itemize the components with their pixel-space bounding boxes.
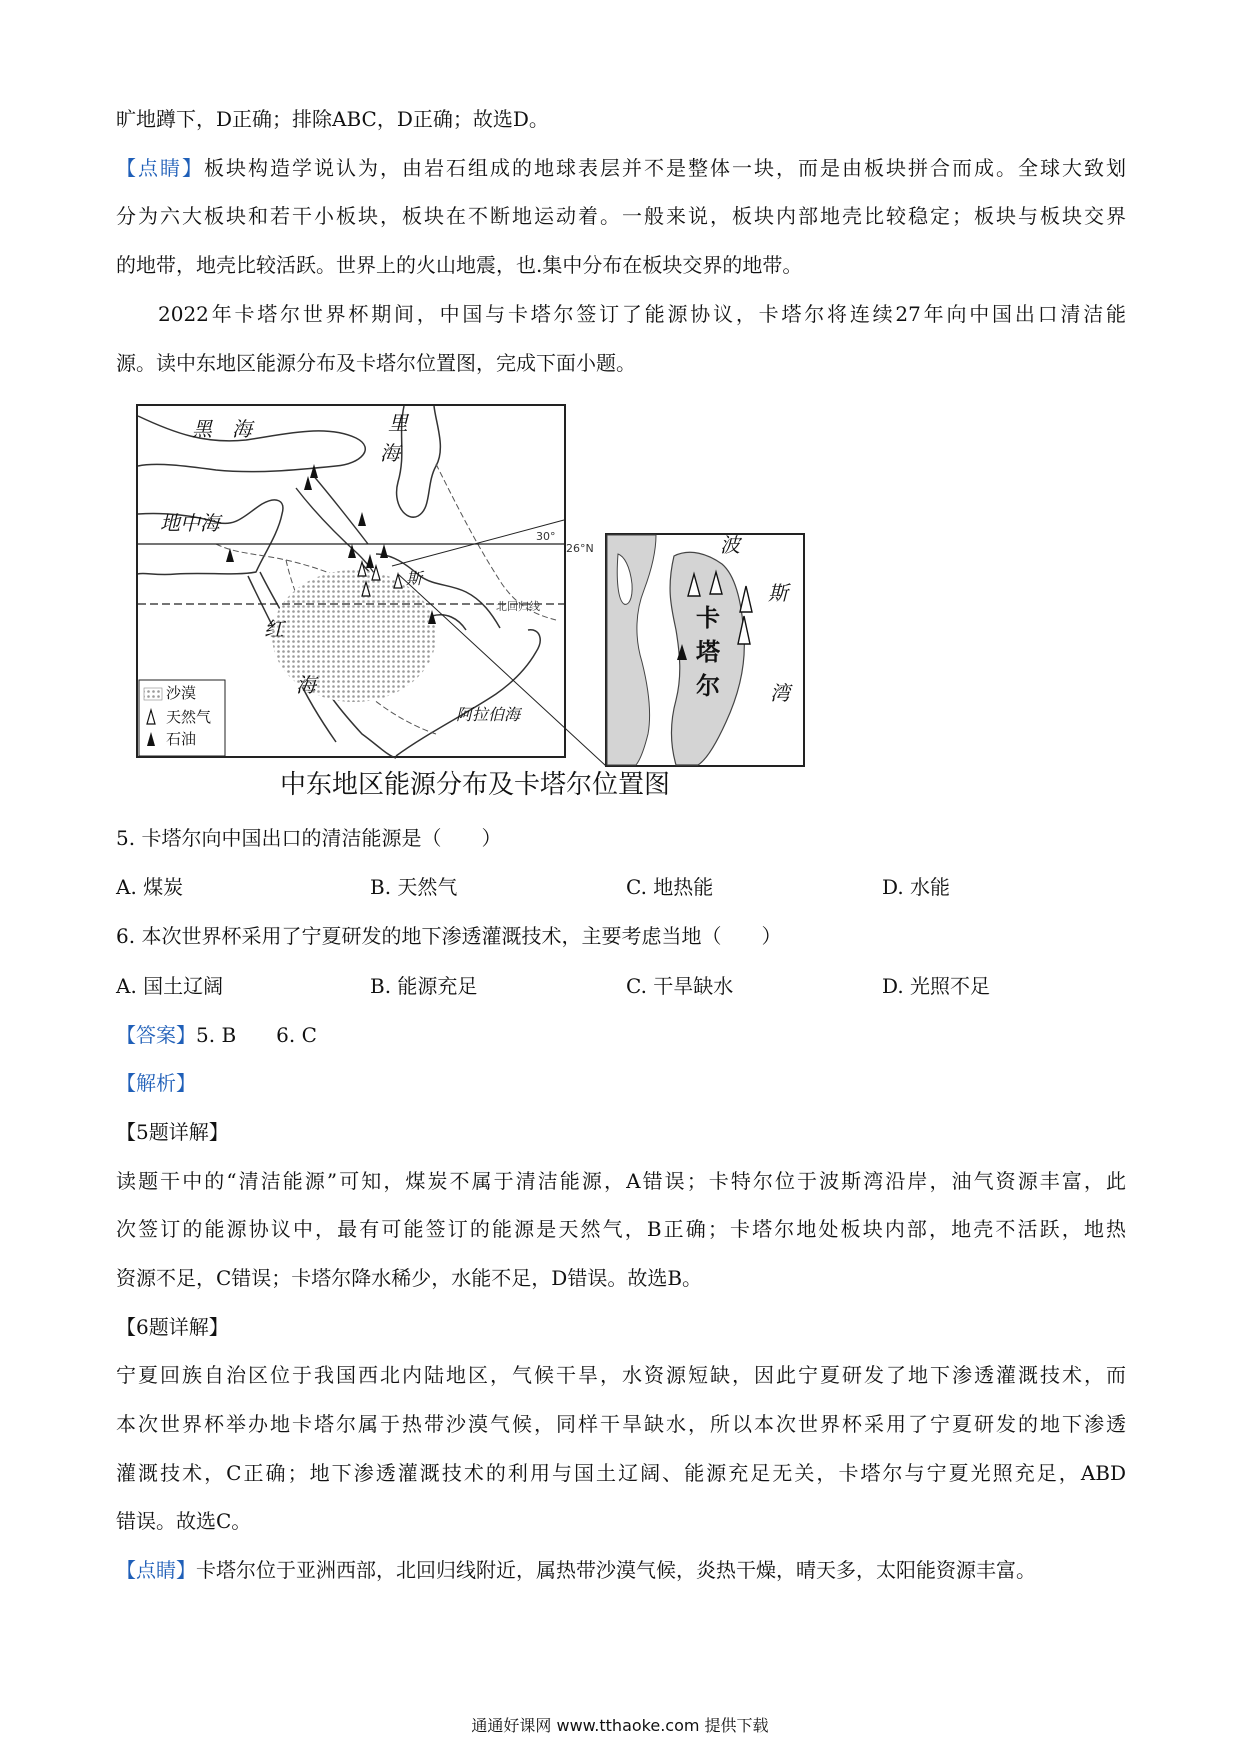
inset-label-bo: 波	[720, 533, 740, 557]
q6-detail-title: 【6题详解】	[116, 1315, 229, 1339]
q5-detail-line-3: 资源不足，C错误；卡塔尔降水稀少，水能不足，D错误。故选B。	[116, 1266, 703, 1290]
answer-line	[116, 1023, 317, 1047]
label-gulf-small: 斯	[406, 569, 423, 588]
note-tag: 【点睛】	[116, 156, 204, 180]
inset-label-si: 斯	[768, 581, 788, 605]
note-2-line: 【点睛】卡塔尔位于亚洲西部，北回归线附近，属热带沙漠气候，炎热干燥，晴天多，太阳能资源丰富。	[116, 1558, 1036, 1582]
middle-east-map-figure	[136, 404, 806, 768]
analysis-tag: 【解析】	[116, 1071, 196, 1095]
page-footer: 通通好课网 www.tthaoke.com 提供下载	[471, 1716, 769, 1735]
inset-label-wan: 湾	[770, 681, 790, 705]
answer-tag: 【答案】	[116, 1023, 196, 1047]
label-caspian-2: 海	[380, 441, 400, 465]
label-lat26: 26°N	[566, 542, 594, 555]
note-2-tag: 【点睛】	[116, 1558, 196, 1582]
q6-option-c: C. 干旱缺水	[626, 974, 734, 998]
label-arabian-sea: 阿拉伯海	[456, 705, 521, 724]
q6-option-b: B. 能源充足	[370, 974, 478, 998]
answer-text: 5. B 6. C	[196, 1023, 317, 1047]
label-red-sea-1: 红	[264, 617, 284, 641]
legend-gas-label: 天然气	[166, 708, 212, 726]
inset-label-qatar-2: 塔	[696, 638, 720, 666]
note-paragraph-line-2: 分为六大板块和若干小板块，板块在不断地运动着。一般来说，板块内部地壳比较稳定；板块与板块交界	[116, 204, 1126, 228]
intro-line-1: 2022年卡塔尔世界杯期间，中国与卡塔尔签订了能源协议，卡塔尔将连续27年向中国出口清洁能	[158, 302, 1126, 326]
q6-detail-line-3: 灌溉技术，C正确；地下渗透灌溉技术的利用与国土辽阔、能源充足无关，卡塔尔与宁夏光照充足，ABD	[116, 1461, 1126, 1485]
label-red-sea-2: 海	[296, 673, 316, 697]
q5-option-a: A. 煤炭	[116, 875, 184, 899]
q6-option-d: D. 光照不足	[882, 974, 991, 998]
label-caspian-1: 里	[388, 411, 408, 435]
label-tropic: 北回归线	[496, 600, 540, 613]
label-lat30: 30°	[536, 530, 556, 543]
q5-option-d: D. 水能	[882, 875, 951, 899]
inset-label-qatar-1: 卡	[696, 604, 720, 632]
q5-detail-line-2: 次签订的能源协议中，最有可能签订的能源是天然气，B正确；卡塔尔地处板块内部，地壳不活跃，地热	[116, 1217, 1126, 1241]
q5-option-b: B. 天然气	[370, 875, 458, 899]
paragraph-line: 旷地蹲下，D正确；排除ABC，D正确；故选D。	[116, 107, 549, 131]
q6-option-a: A. 国土辽阔	[116, 974, 224, 998]
q5-option-c: C. 地热能	[626, 875, 714, 899]
inset-label-qatar-3: 尔	[696, 672, 720, 700]
q5-detail-title: 【5题详解】	[116, 1120, 229, 1144]
legend-desert-label: 沙漠	[166, 684, 197, 702]
intro-line-2: 源。读中东地区能源分布及卡塔尔位置图，完成下面小题。	[116, 351, 636, 375]
label-black-sea: 黑 海	[192, 417, 252, 441]
question-5-stem: 5. 卡塔尔向中国出口的清洁能源是（ ）	[116, 826, 502, 850]
note-paragraph-line-1: 【点睛】板块构造学说认为，由岩石组成的地球表层并不是整体一块，而是由板块拼合而成。全球大致划	[116, 156, 1126, 180]
q6-detail-line-4: 错误。故选C。	[116, 1509, 252, 1533]
q5-detail-line-1: 读题干中的“清洁能源”可知，煤炭不属于清洁能源，A错误；卡特尔位于波斯湾沿岸，油气资源丰富，此	[116, 1169, 1126, 1193]
legend-oil-label: 石油	[166, 730, 197, 748]
note-paragraph-line-3: 的地带，地壳比较活跃。世界上的火山地震，也.集中分布在板块交界的地带。	[116, 253, 803, 277]
question-6-stem: 6. 本次世界杯采用了宁夏研发的地下渗透灌溉技术，主要考虑当地（ ）	[116, 924, 782, 948]
q6-detail-line-2: 本次世界杯举办地卡塔尔属于热带沙漠气候，同样干旱缺水，所以本次世界杯采用了宁夏研发的地下渗透	[116, 1412, 1126, 1436]
figure-caption: 中东地区能源分布及卡塔尔位置图	[279, 770, 670, 800]
label-mediterranean: 地中海	[160, 511, 220, 535]
q6-detail-line-1: 宁夏回族自治区位于我国西北内陆地区，气候干旱，水资源短缺，因此宁夏研发了地下渗透灌溉技术，而	[116, 1363, 1126, 1387]
